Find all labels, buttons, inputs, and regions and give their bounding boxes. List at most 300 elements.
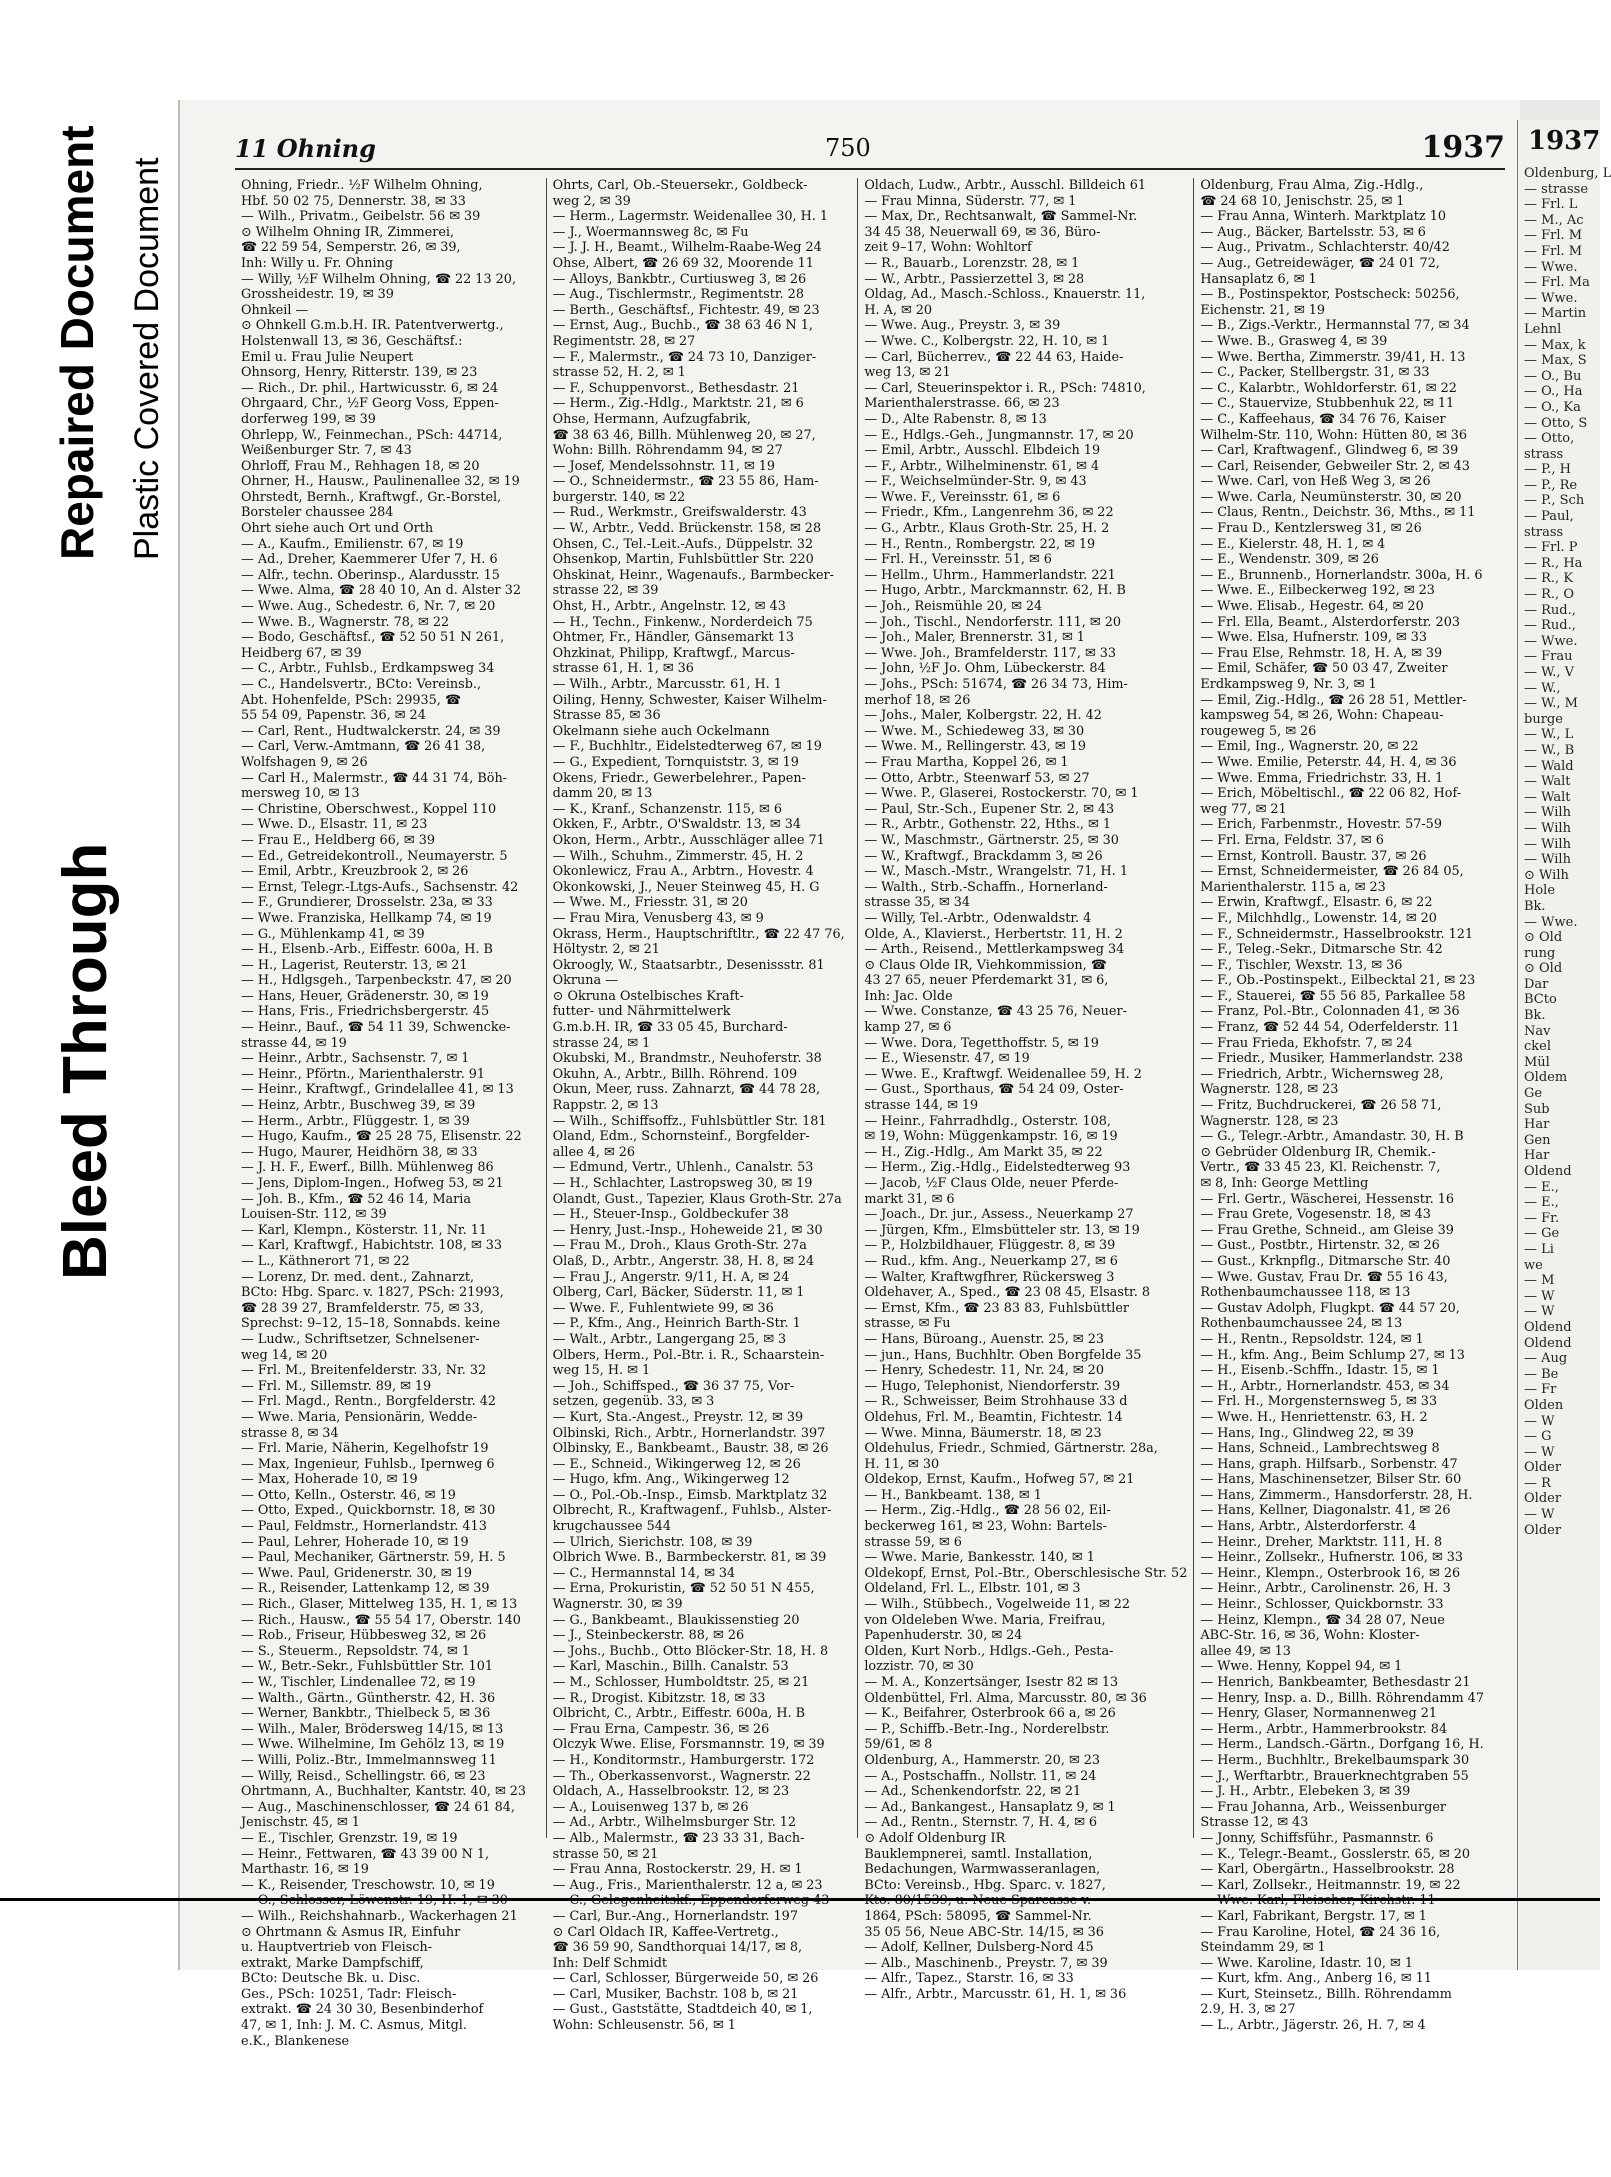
edge-entry: — Fr. bbox=[1524, 1210, 1560, 1226]
edge-entry: — P., Sch bbox=[1524, 493, 1585, 509]
directory-entry: Bauklempnerei, samtl. Installation, bbox=[864, 1846, 1093, 1862]
directory-entry: — J., Steinbeckerstr. 88, ✉ 26 bbox=[552, 1628, 745, 1644]
directory-entry: — Ulrich, Sierichstr. 108, ✉ 39 bbox=[552, 1534, 753, 1550]
directory-entry: kampsweg 54, ✉ 26, Wohn: Chapeau- bbox=[1200, 708, 1444, 724]
directory-entry: Kto. 80/1539, u. Neue Sparcasse v. bbox=[864, 1893, 1092, 1909]
directory-entry: — Wwe. Henny, Koppel 94, ✉ 1 bbox=[1200, 1659, 1403, 1675]
directory-entry: — F., Teleg.-Sekr., Ditmarsche Str. 42 bbox=[1200, 942, 1443, 958]
directory-entry: — Herm., Zig.-Hdlg., Marktstr. 21, ✉ 6 bbox=[552, 396, 804, 412]
directory-entry: — Frau Mira, Venusberg 43, ✉ 9 bbox=[552, 910, 764, 926]
directory-entry: — Karl, Maschin., Billh. Canalstr. 53 bbox=[552, 1659, 789, 1675]
directory-entry: — F., Arbtr., Wilhelminenstr. 61, ✉ 4 bbox=[864, 458, 1100, 474]
directory-entry: — B., Zigs.-Verktr., Hermannstal 77, ✉ 34 bbox=[1200, 318, 1470, 334]
edge-entry: strass bbox=[1524, 524, 1564, 540]
directory-entry: G.m.b.H. IR, ☎ 33 05 45, Burchard- bbox=[552, 1020, 788, 1036]
directory-entry: Wohn: Billh. Röhrendamm 94, ✉ 27 bbox=[552, 443, 783, 459]
directory-entry: 2.9, H. 3, ✉ 27 bbox=[1200, 2002, 1296, 2018]
directory-entry: — C., Hermannstal 14, ✉ 34 bbox=[552, 1565, 736, 1581]
directory-entry: ⊙ Claus Olde IR, Viehkommission, ☎ bbox=[864, 957, 1107, 973]
directory-entry: — F., Malermstr., ☎ 24 73 10, Danziger- bbox=[552, 349, 817, 365]
directory-entry: Ohning, Friedr.. ½F Wilhelm Ohning, bbox=[241, 178, 483, 193]
directory-entry: — Friedr., Musiker, Hammerlandstr. 238 bbox=[1200, 1051, 1464, 1067]
directory-entry: ⊙ Ohnkell G.m.b.H. IR. Patentverwertg., bbox=[241, 318, 504, 334]
directory-entry: — Wwe. Constanze, ☎ 43 25 76, Neuer- bbox=[864, 1004, 1127, 1020]
directory-entry: — Wwe. Minna, Bäumerstr. 18, ✉ 23 bbox=[864, 1425, 1102, 1441]
scanned-page bbox=[178, 100, 1611, 2049]
directory-entry: Steindamm 29, ✉ 1 bbox=[1200, 1940, 1326, 1956]
directory-entry: — H., Eisenb.-Schffn., Idastr. 15, ✉ 1 bbox=[1200, 1363, 1440, 1379]
directory-entry: — Carl, Bur.-Ang., Hornerlandstr. 197 bbox=[552, 1908, 798, 1924]
directory-entry: — Josef, Mendelssohnstr. 11, ✉ 19 bbox=[552, 458, 776, 474]
directory-entry: ABC-Str. 16, ✉ 36, Wohn: Kloster- bbox=[1200, 1628, 1420, 1644]
directory-entry: — Carl, Rent., Hudtwalckerstr. 24, ✉ 39 bbox=[241, 723, 501, 739]
directory-entry: — Walt., Arbtr., Langergang 25, ✉ 3 bbox=[552, 1331, 787, 1347]
directory-entry: — Heinr., Schlosser, Quickbornstr. 33 bbox=[1200, 1597, 1444, 1613]
directory-entry: extrakt, Marke Dampfschiff, bbox=[241, 1955, 424, 1971]
directory-entry: — Wwe. Joh., Bramfelderstr. 117, ✉ 33 bbox=[864, 645, 1117, 661]
directory-entry: — Heinr., Fahrradhdlg., Osterstr. 108, bbox=[864, 1113, 1111, 1129]
directory-entry: — Karl, Zollsekr., Heitmannstr. 19, ✉ 22 bbox=[1200, 1877, 1461, 1893]
edge-entry: — Max, k bbox=[1524, 337, 1586, 353]
side-labels bbox=[40, 60, 190, 1400]
directory-entry: — R., Bauarb., Lorenzstr. 28, ✉ 1 bbox=[864, 255, 1080, 271]
directory-entry: 35 05 56, Neue ABC-Str. 14/15, ✉ 36 bbox=[864, 1924, 1104, 1940]
directory-entry: Oland, Edm., Schornsteinf., Borgfelder- bbox=[552, 1129, 810, 1145]
directory-entry: Rappstr. 2, ✉ 13 bbox=[552, 1098, 659, 1114]
directory-entry: — Willy, ½F Wilhelm Ohning, ☎ 22 13 20, bbox=[241, 271, 517, 287]
directory-entry: — Heinr., Bauf., ☎ 54 11 39, Schwencke- bbox=[241, 1020, 511, 1036]
directory-entry: — Fritz, Buchdruckerei, ☎ 26 58 71, bbox=[1200, 1098, 1442, 1114]
directory-entry: — Alfr., techn. Oberinsp., Alardusstr. 15 bbox=[241, 567, 500, 583]
directory-entry: — G., Expedient, Tornquiststr. 3, ✉ 19 bbox=[552, 754, 799, 770]
directory-entry: — Emil, Zig.-Hdlg., ☎ 26 28 51, Mettler- bbox=[1200, 692, 1467, 708]
directory-entry: — F., Buchhltr., Eidelstedterweg 67, ✉ 19 bbox=[552, 739, 822, 755]
edge-entry: — O., Ka bbox=[1524, 399, 1581, 415]
directory-entry: rougeweg 5, ✉ 26 bbox=[1200, 723, 1317, 739]
directory-entry: — Arth., Reisend., Mettlerkampsweg 34 bbox=[864, 942, 1125, 958]
edge-entry: Dar bbox=[1524, 976, 1549, 992]
directory-entry: — Ernst, Telegr.-Ltgs-Aufs., Sachsenstr. 42 bbox=[241, 879, 519, 895]
directory-entry: — O., Pol.-Ob.-Insp., Eimsb. Marktplatz 32 bbox=[552, 1487, 828, 1503]
edge-entry: ⊙ Wilh bbox=[1524, 867, 1569, 883]
edge-entry: — Walt bbox=[1524, 789, 1571, 805]
directory-entry: — Heinr., Klempn., Osterbrook 16, ✉ 26 bbox=[1200, 1565, 1461, 1581]
directory-entry: — Bodo, Geschäftsf., ☎ 52 50 51 N 261, bbox=[241, 630, 505, 646]
directory-entry: ⊙ Adolf Oldenburg IR bbox=[864, 1830, 1006, 1846]
edge-entry: — O., Bu bbox=[1524, 368, 1582, 384]
directory-entry: — Willi, Poliz.-Btr., Immelmannsweg 11 bbox=[241, 1752, 497, 1768]
directory-entry: — O., Schneidermstr., ☎ 23 55 86, Ham- bbox=[552, 474, 819, 490]
directory-entry: — Wwe. Aug., Preystr. 3, ✉ 39 bbox=[864, 318, 1061, 334]
directory-entry: Olczyk Wwe. Elise, Forsmannstr. 19, ✉ 39 bbox=[552, 1737, 825, 1753]
edge-entry: — Frl. Ma bbox=[1524, 275, 1590, 291]
directory-entry: — Aug., Privatm., Schlachterstr. 40/42 bbox=[1200, 240, 1450, 256]
directory-entry: Oldekopf, Ernst, Pol.-Btr., Oberschlesische Str. 52 bbox=[864, 1565, 1188, 1581]
directory-entry: 47, ✉ 1, Inh: J. M. C. Asmus, Mitgl. bbox=[241, 2018, 467, 2034]
directory-entry: 34 45 38, Neuerwall 69, ✉ 36, Büro- bbox=[864, 224, 1101, 240]
directory-entry: — Karl, Obergärtn., Hasselbrookstr. 28 bbox=[1200, 1862, 1455, 1878]
directory-entry: Strasse 12, ✉ 43 bbox=[1200, 1815, 1309, 1831]
directory-entry: Jenischstr. 45, ✉ 1 bbox=[241, 1815, 360, 1831]
directory-entry: — Wwe. B., Grasweg 4, ✉ 39 bbox=[1200, 333, 1388, 349]
directory-entry: — Hugo, Arbtr., Marckmannstr. 62, H. B bbox=[864, 583, 1126, 599]
directory-entry: ✉ 8, Inh: George Mettling bbox=[1200, 1176, 1369, 1191]
bleed-through-label: Bleed Through bbox=[51, 842, 120, 1280]
edge-entry: — strasse bbox=[1524, 181, 1589, 197]
directory-entry: Wilhelm-Str. 110, Wohn: Hütten 80, ✉ 36 bbox=[1200, 427, 1468, 443]
directory-entry: ☎ 22 59 54, Semperstr. 26, ✉ 39, bbox=[241, 240, 461, 256]
directory-entry: — Herm., Zig.-Hdlg., ☎ 28 56 02, Eil- bbox=[864, 1503, 1111, 1519]
directory-entry: — H., Rentn., Rombergstr. 22, ✉ 19 bbox=[864, 536, 1096, 552]
directory-entry: BCto: Deutsche Bk. u. Disc. bbox=[241, 1971, 421, 1987]
directory-entry: ☎ 24 68 10, Jenischstr. 25, ✉ 1 bbox=[1200, 193, 1405, 209]
directory-entry: Olbrecht, R., Kraftwagenf., Fuhlsb., Alster- bbox=[552, 1503, 832, 1519]
directory-entry: — Wwe. Karoline, Idastr. 10, ✉ 1 bbox=[1200, 1955, 1413, 1971]
edge-entry: — W., M bbox=[1524, 696, 1578, 712]
directory-entry: — Heinr., Dreher, Marktstr. 111, H. 8 bbox=[1200, 1534, 1443, 1550]
directory-entry: strasse 35, ✉ 34 bbox=[864, 895, 971, 911]
directory-entry: — Gust., Sporthaus, ☎ 54 24 09, Oster- bbox=[864, 1082, 1124, 1098]
directory-entry: Regimentstr. 28, ✉ 27 bbox=[552, 333, 696, 349]
directory-entry: beckerweg 161, ✉ 23, Wohn: Bartels- bbox=[864, 1519, 1107, 1535]
edge-entry: — Wilh bbox=[1524, 820, 1571, 836]
directory-entry: — E., Wendenstr. 309, ✉ 26 bbox=[1200, 552, 1379, 568]
edge-entry: — G bbox=[1524, 1429, 1552, 1445]
directory-entry: — Ad., Arbtr., Wilhelmsburger Str. 12 bbox=[552, 1815, 797, 1831]
directory-entry: Marienthalerstrasse. 66, ✉ 23 bbox=[864, 396, 1060, 412]
directory-entry: Rothenbaumchaussee 118, ✉ 13 bbox=[1200, 1285, 1411, 1301]
directory-entry: Höltystr. 2, ✉ 21 bbox=[552, 942, 660, 958]
directory-entry: Strasse 85, ✉ 36 bbox=[552, 708, 661, 724]
directory-entry: — Rud., kfm. Ang., Neuerkamp 27, ✉ 6 bbox=[864, 1253, 1118, 1269]
directory-entry: — Johs., Maler, Kolbergstr. 22, H. 42 bbox=[864, 708, 1102, 724]
columns bbox=[235, 178, 1505, 2049]
running-head: 11 Ohning bbox=[235, 134, 376, 163]
directory-entry: — Wwe. P., Glaserei, Rostockerstr. 70, ✉ 1 bbox=[864, 786, 1139, 802]
directory-entry: — K., Beifahrer, Osterbrook 66 a, ✉ 26 bbox=[864, 1706, 1116, 1722]
directory-entry: — Wilh., Privatm., Geibelstr. 56 ✉ 39 bbox=[241, 209, 481, 225]
directory-entry: — Frau Erna, Campestr. 36, ✉ 26 bbox=[552, 1721, 770, 1737]
directory-entry: — C., Handelsvertr., BCto: Vereinsb., bbox=[241, 677, 482, 692]
directory-entry: Oldenburg, Frau Alma, Zig.-Hdlg., bbox=[1200, 178, 1424, 193]
directory-entry: — Wwe. H., Henriettenstr. 63, H. 2 bbox=[1200, 1409, 1428, 1425]
directory-entry: — H., Steuer-Insp., Goldbeckufer 38 bbox=[552, 1207, 789, 1223]
directory-entry: — Alloys, Bankbtr., Curtiusweg 3, ✉ 26 bbox=[552, 271, 807, 287]
directory-entry: — H., Arbtr., Hornerlandstr. 453, ✉ 34 bbox=[1200, 1378, 1450, 1394]
directory-entry: — D., Alte Rabenstr. 8, ✉ 13 bbox=[864, 411, 1047, 427]
directory-entry: Wagnerstr. 128, ✉ 23 bbox=[1200, 1113, 1339, 1129]
directory-entry: — Max, Dr., Rechtsanwalt, ☎ Sammel-Nr. bbox=[864, 209, 1138, 225]
directory-entry: — F., Milchhdlg., Lowenstr. 14, ✉ 20 bbox=[1200, 910, 1437, 926]
directory-entry: — Hans, Fris., Friedrichsbergerstr. 45 bbox=[241, 1004, 490, 1020]
directory-entry: — G., Arbtr., Klaus Groth-Str. 25, H. 2 bbox=[864, 521, 1110, 537]
directory-entry: — Willy, Tel.-Arbtr., Odenwaldstr. 4 bbox=[864, 910, 1092, 926]
directory-entry: — Wwe. Elisab., Hegestr. 64, ✉ 20 bbox=[1200, 599, 1424, 615]
directory-entry: H. 11, ✉ 30 bbox=[864, 1456, 940, 1472]
edge-entry: rung bbox=[1524, 945, 1556, 961]
directory-entry: Ohrts, Carl, Ob.-Steuersekr., Goldbeck- bbox=[552, 178, 808, 193]
directory-entry: — Wwe. Gustav, Frau Dr. ☎ 55 16 43, bbox=[1200, 1269, 1448, 1285]
directory-entry: — Rich., Glaser, Mittelweg 135, H. 1, ✉ 13 bbox=[241, 1597, 518, 1613]
directory-entry: — Frl. Ella, Beamt., Alsterdorferstr. 203 bbox=[1200, 614, 1460, 630]
edge-entry: — Wwe. bbox=[1524, 633, 1578, 649]
directory-entry: — Frau Anna, Rostockerstr. 29, H. ✉ 1 bbox=[552, 1862, 803, 1878]
directory-entry: strasse 44, ✉ 19 bbox=[241, 1035, 347, 1051]
directory-entry: weg 2, ✉ 39 bbox=[552, 193, 631, 209]
directory-entry: — Otto, Arbtr., Steenwarf 53, ✉ 27 bbox=[864, 770, 1090, 786]
directory-entry: Okonlewicz, Frau A., Arbtrn., Hovestr. 4 bbox=[552, 864, 814, 880]
directory-entry: — Heinr., Zollsekr., Hufnerstr. 106, ✉ 33 bbox=[1200, 1550, 1464, 1566]
directory-entry: strasse 8, ✉ 34 bbox=[241, 1425, 339, 1441]
edge-entry: — R., O bbox=[1524, 587, 1574, 603]
directory-entry: — K., Reisender, Treschowstr. 10, ✉ 19 bbox=[241, 1877, 495, 1893]
edge-entry: ckel bbox=[1524, 1039, 1552, 1055]
directory-entry: — Karl, Klempn., Kösterstr. 11, Nr. 11 bbox=[241, 1222, 488, 1238]
directory-entry: — Wwe. Aug., Schedestr. 6, Nr. 7, ✉ 20 bbox=[241, 599, 496, 615]
directory-entry: — Berth., Geschäftsf., Fichtestr. 49, ✉ 23 bbox=[552, 302, 820, 318]
directory-entry: — Edmund, Vertr., Uhlenh., Canalstr. 53 bbox=[552, 1160, 814, 1176]
directory-entry: — E., Hdlgs.-Geh., Jungmannstr. 17, ✉ 20 bbox=[864, 427, 1134, 443]
directory-entry: — Rich., Hausw., ☎ 55 54 17, Oberstr. 140 bbox=[241, 1612, 521, 1628]
directory-entry: Ohrt siehe auch Ort und Orth bbox=[241, 521, 434, 537]
directory-entry: — J., Werftarbtr., Brauerknechtgraben 55 bbox=[1200, 1768, 1469, 1784]
directory-entry: — Alb., Malermstr., ☎ 23 33 31, Bach- bbox=[552, 1830, 805, 1846]
directory-entry: Ohrner, H., Hausw., Paulinenallee 32, ✉ 19 bbox=[241, 474, 520, 490]
directory-entry: — Adolf, Kellner, Dulsberg-Nord 45 bbox=[864, 1940, 1094, 1956]
edge-entry: — M., Ac bbox=[1524, 212, 1584, 228]
directory-entry: Ohse, Albert, ☎ 26 69 32, Moorende 11 bbox=[552, 255, 814, 271]
directory-entry: — Alfr., Arbtr., Marcusstr. 61, H. 1, ✉ 36 bbox=[864, 1986, 1127, 2002]
directory-entry: Okun, Meer, russ. Zahnarzt, ☎ 44 78 28, bbox=[552, 1082, 821, 1098]
directory-entry: strasse 61, H. 1, ✉ 36 bbox=[552, 661, 694, 677]
directory-entry: Inh: Willy u. Fr. Ohning bbox=[241, 255, 394, 271]
directory-entry: — K., Telegr.-Beamt., Gosslerstr. 65, ✉ 20 bbox=[1200, 1846, 1471, 1862]
directory-entry: Olaß, D., Arbtr., Angerstr. 38, H. 8, ✉ 24 bbox=[552, 1253, 815, 1269]
edge-entry: — W bbox=[1524, 1444, 1555, 1460]
edge-entry: — R bbox=[1524, 1475, 1551, 1491]
directory-entry: Eichenstr. 21, ✉ 19 bbox=[1200, 302, 1326, 318]
edge-entry: Gen bbox=[1524, 1132, 1551, 1148]
edge-entry: — Wwe. bbox=[1524, 290, 1578, 306]
directory-entry: Oldenbüttel, Frl. Alma, Marcusstr. 80, ✉ 36 bbox=[864, 1690, 1147, 1706]
directory-entry: — Wilh., Reichshahnarb., Wackerhagen 21 bbox=[241, 1908, 518, 1924]
directory-entry: — Wwe. Bertha, Zimmerstr. 39/41, H. 13 bbox=[1200, 349, 1466, 365]
directory-entry: Olandt, Gust., Tapezier, Klaus Groth-Str. 27a bbox=[552, 1191, 842, 1207]
directory-entry: — H., Lagerist, Reuterstr. 13, ✉ 21 bbox=[241, 957, 468, 973]
directory-entry: — R., Reisender, Lattenkamp 12, ✉ 39 bbox=[241, 1581, 490, 1597]
directory-entry: — Erna, Prokuristin, ☎ 52 50 51 N 455, bbox=[552, 1581, 815, 1597]
directory-entry: Okruna — bbox=[552, 973, 618, 989]
edge-entry: — P., H bbox=[1524, 462, 1571, 478]
directory-entry: Vertr., ☎ 33 45 23, Kl. Reichenstr. 7, bbox=[1200, 1160, 1441, 1176]
directory-entry: Emil u. Frau Julie Neupert bbox=[241, 349, 414, 365]
directory-entry: — M. A., Konzertsänger, Isestr 82 ✉ 13 bbox=[864, 1675, 1119, 1690]
directory-entry: Wolfshagen 9, ✉ 26 bbox=[241, 754, 368, 770]
directory-entry: — H., Zig.-Hdlg., Am Markt 35, ✉ 22 bbox=[864, 1144, 1103, 1160]
edge-entry: strass bbox=[1524, 446, 1564, 462]
directory-entry: Ohnsorg, Henry, Ritterstr. 139, ✉ 23 bbox=[241, 365, 478, 381]
edge-entry: — Wwe. bbox=[1524, 259, 1578, 275]
directory-entry: — F., Ob.-Postinspekt., Eilbecktal 21, ✉ 23 bbox=[1200, 973, 1476, 989]
directory-entry: Papenhuderstr. 30, ✉ 24 bbox=[864, 1628, 1023, 1644]
edge-entry: — Otto, S bbox=[1524, 415, 1588, 431]
directory-entry: — Joach., Dr. jur., Assess., Neuerkamp 27 bbox=[864, 1207, 1134, 1223]
edge-entry: — W., B bbox=[1524, 742, 1575, 758]
directory-entry: — Wwe. D., Elsastr. 11, ✉ 23 bbox=[241, 817, 428, 833]
edge-entry: Oldenburg, L bbox=[1524, 166, 1611, 181]
directory-entry: — Wwe. M., Schiedeweg 33, ✉ 30 bbox=[864, 723, 1085, 739]
directory-entry: kamp 27, ✉ 6 bbox=[864, 1020, 952, 1036]
directory-entry: Ges., PSch: 10251, Tadr: Fleisch- bbox=[241, 1986, 457, 2002]
directory-entry: — G., Telegr.-Arbtr., Amandastr. 30, H. B bbox=[1200, 1129, 1464, 1145]
edge-entry: burge bbox=[1524, 711, 1563, 727]
directory-entry: — Frl. Gertr., Wäscherei, Hessenstr. 16 bbox=[1200, 1191, 1455, 1207]
directory-entry: — Franz, ☎ 52 44 54, Oderfelderstr. 11 bbox=[1200, 1020, 1460, 1036]
directory-entry: — Paul, Str.-Sch., Eupener Str. 2, ✉ 43 bbox=[864, 801, 1115, 817]
directory-entry: Bedachungen, Warmwasseranlagen, bbox=[864, 1862, 1101, 1878]
edge-entry: — Wilh bbox=[1524, 852, 1571, 868]
directory-entry: — H., Techn., Finkenw., Norderdeich 75 bbox=[552, 614, 813, 630]
directory-entry: Ohsenkop, Martin, Fuhlsbüttler Str. 220 bbox=[552, 552, 814, 568]
edge-entry: Olden bbox=[1524, 1397, 1564, 1413]
next-page-edge bbox=[1517, 120, 1611, 1970]
directory-entry: — C., Stauervize, Stubbenhuk 22, ✉ 11 bbox=[1200, 396, 1455, 412]
directory-entry: — Wwe. Wilhelmine, Im Gehölz 13, ✉ 19 bbox=[241, 1737, 505, 1753]
directory-entry: — Hans, Maschinensetzer, Bilser Str. 60 bbox=[1200, 1472, 1462, 1488]
directory-entry: — Henry, Insp. a. D., Billh. Röhrendamm 47 bbox=[1200, 1690, 1484, 1706]
directory-entry: — Heinr., Kraftwgf., Grindelallee 41, ✉ 13 bbox=[241, 1082, 514, 1098]
directory-entry: BCto: Vereinsb., Hbg. Sparc. v. 1827, bbox=[864, 1877, 1106, 1893]
directory-entry: — H., Rentn., Repsoldstr. 124, ✉ 1 bbox=[1200, 1331, 1424, 1347]
directory-entry: — Wwe. Paul, Gridenerstr. 30, ✉ 19 bbox=[241, 1565, 472, 1581]
directory-entry: — Wwe. B., Wagnerstr. 78, ✉ 22 bbox=[241, 614, 450, 630]
directory-entry: — Karl, Fabrikant, Bergstr. 17, ✉ 1 bbox=[1200, 1908, 1427, 1924]
directory-entry: — Hans, Heuer, Grädenerstr. 30, ✉ 19 bbox=[241, 988, 489, 1004]
directory-entry: — Frau Else, Rehmstr. 18, H. A, ✉ 39 bbox=[1200, 645, 1443, 661]
edge-entry: ⊙ Old bbox=[1524, 930, 1563, 946]
edge-entry: — W., V bbox=[1524, 665, 1575, 680]
directory-entry: — E., Tischler, Grenzstr. 19, ✉ 19 bbox=[241, 1830, 458, 1846]
edge-entry: — R., Ha bbox=[1524, 555, 1583, 571]
directory-entry: — Aug., Getreidewäger, ☎ 24 01 72, bbox=[1200, 255, 1440, 271]
directory-entry: Rothenbaumchaussee 24, ✉ 13 bbox=[1200, 1316, 1403, 1332]
directory-entry: — Aug., Tischlermstr., Regimentstr. 28 bbox=[552, 287, 804, 303]
directory-entry: — F., Schuppenvorst., Bethesdastr. 21 bbox=[552, 380, 800, 396]
directory-entry: — Wwe. Elsa, Hufnerstr. 109, ✉ 33 bbox=[1200, 630, 1428, 646]
directory-entry: — Hans, Kellner, Diagonalstr. 41, ✉ 26 bbox=[1200, 1503, 1451, 1519]
directory-entry: — Frau Anna, Winterh. Marktplatz 10 bbox=[1200, 209, 1447, 225]
directory-entry: Oldeland, Frl. L., Elbstr. 101, ✉ 3 bbox=[864, 1581, 1081, 1597]
directory-entry: — Hellm., Uhrm., Hammerlandstr. 221 bbox=[864, 567, 1116, 583]
edge-entry: ⊙ Old bbox=[1524, 961, 1563, 977]
edge-entry: — Ge bbox=[1524, 1226, 1560, 1242]
directory-entry: — Otto, Kelln., Osterstr. 46, ✉ 19 bbox=[241, 1487, 456, 1503]
directory-entry: Holstenwall 13, ✉ 36, Geschäftsf.: bbox=[241, 333, 463, 349]
directory-entry: — Wwe. Emilie, Peterstr. 44, H. 4, ✉ 36 bbox=[1200, 754, 1457, 770]
directory-entry: — Rud., Werkmstr., Greifswalderstr. 43 bbox=[552, 505, 807, 521]
directory-entry: — H., Bankbeamt. 138, ✉ 1 bbox=[864, 1487, 1042, 1503]
directory-entry: — Aug., Bäcker, Bartelsstr. 53, ✉ 6 bbox=[1200, 224, 1426, 240]
edge-entry: we bbox=[1524, 1257, 1543, 1273]
directory-entry: — Friedr., Kfm., Langenrehm 36, ✉ 22 bbox=[864, 505, 1114, 521]
edge-entry: — Rud., bbox=[1524, 602, 1576, 618]
directory-entry: — Frau J., Angerstr. 9/11, H. A, ✉ 24 bbox=[552, 1269, 790, 1285]
directory-entry: — Ad., Dreher, Kaemmerer Ufer 7, H. 6 bbox=[241, 552, 498, 568]
directory-entry: — Kurt, Steinsetz., Billh. Röhrendamm bbox=[1200, 1986, 1452, 2002]
directory-entry: strasse 50, ✉ 21 bbox=[552, 1846, 659, 1862]
directory-entry: — Rob., Friseur, Hübbesweg 32, ✉ 26 bbox=[241, 1628, 487, 1644]
directory-entry: — Carl, Schlosser, Bürgerweide 50, ✉ 26 bbox=[552, 1971, 819, 1987]
directory-entry: strasse 59, ✉ 6 bbox=[864, 1534, 962, 1550]
directory-entry: — Ad., Rentn., Sternstr. 7, H. 4, ✉ 6 bbox=[864, 1815, 1098, 1831]
directory-entry: — F., Stauerei, ☎ 55 56 85, Parkallee 58 bbox=[1200, 988, 1466, 1004]
directory-entry: — Wilh., Arbtr., Marcusstr. 61, H. 1 bbox=[552, 677, 782, 692]
directory-entry: weg 13, ✉ 21 bbox=[864, 365, 951, 381]
directory-entry: — Ernst, Aug., Buchb., ☎ 38 63 46 N 1, bbox=[552, 318, 813, 334]
directory-entry: Ohskinat, Heinr., Wagenaufs., Barmbecker- bbox=[552, 567, 834, 583]
directory-entry: ⊙ Okruna Ostelbisches Kraft- bbox=[552, 988, 744, 1004]
directory-entry: — A., Postschaffn., Nollstr. 11, ✉ 24 bbox=[864, 1768, 1097, 1784]
directory-entry: — Emil, Arbtr., Ausschl. Elbdeich 19 bbox=[864, 443, 1101, 459]
directory-entry: Okubski, M., Brandmstr., Neuhoferstr. 38 bbox=[552, 1051, 822, 1067]
edge-entry: — W., L bbox=[1524, 727, 1574, 743]
edge-entry: — Be bbox=[1524, 1366, 1559, 1382]
directory-entry: — W., Masch.-Mstr., Wrangelstr. 71, H. 1 bbox=[864, 864, 1128, 880]
directory-entry: — F., Weichselmünder-Str. 9, ✉ 43 bbox=[864, 474, 1087, 490]
directory-entry: — Frl. H., Vereinsstr. 51, ✉ 6 bbox=[864, 552, 1052, 568]
directory-entry: — Heinr., Arbtr., Sachsenstr. 7, ✉ 1 bbox=[241, 1051, 470, 1067]
directory-entry: — Wwe. F., Fuhlentwiete 99, ✉ 36 bbox=[552, 1300, 774, 1316]
directory-entry: — Paul, Lehrer, Hoherade 10, ✉ 19 bbox=[241, 1534, 469, 1550]
directory-entry: — Franz, Pol.-Btr., Colonnaden 41, ✉ 36 bbox=[1200, 1004, 1460, 1020]
directory-entry: 1864, PSch: 58095, ☎ Sammel-Nr. bbox=[864, 1908, 1092, 1924]
plastic-covered-label: Plastic Covered Document bbox=[128, 157, 166, 560]
directory-entry: strasse 52, H. 2, ✉ 1 bbox=[552, 365, 686, 381]
directory-entry: — E., Schneid., Wikingerweg 12, ✉ 26 bbox=[552, 1456, 801, 1472]
directory-entry: — Ad., Schenkendorfstr. 22, ✉ 21 bbox=[864, 1784, 1082, 1800]
directory-entry: — Johs., PSch: 51674, ☎ 26 34 73, Him- bbox=[864, 677, 1128, 692]
directory-entry: — W., Maschmstr., Gärtnerstr. 25, ✉ 30 bbox=[864, 832, 1119, 848]
directory-entry: — Wwe. M., Rellingerstr. 43, ✉ 19 bbox=[864, 739, 1086, 755]
directory-entry: — P., Kfm., Ang., Heinrich Barth-Str. 1 bbox=[552, 1316, 801, 1332]
directory-entry: — Frau E., Heldberg 66, ✉ 39 bbox=[241, 832, 435, 848]
page-header bbox=[235, 130, 1505, 170]
edge-entry: — W bbox=[1524, 1288, 1555, 1304]
edge-entry: — Max, S bbox=[1524, 353, 1587, 369]
page-number: 750 bbox=[825, 134, 871, 162]
directory-entry: — Hans, Arbtr., Alsterdorferstr. 4 bbox=[1200, 1519, 1417, 1535]
directory-entry: — Henrich, Bankbeamter, Bethesdastr 21 bbox=[1200, 1675, 1471, 1690]
edge-entry: — Paul, bbox=[1524, 509, 1574, 525]
directory-entry: Okon, Herm., Arbtr., Ausschläger allee 71 bbox=[552, 832, 825, 848]
directory-entry: — Carl, Bücherrev., ☎ 22 44 63, Haide- bbox=[864, 349, 1124, 365]
directory-entry: e.K., Blankenese bbox=[241, 2033, 350, 2049]
directory-entry: — Claus, Rentn., Deichstr. 36, Mths., ✉ 11 bbox=[1200, 505, 1476, 521]
directory-entry: weg 77, ✉ 21 bbox=[1200, 801, 1287, 817]
directory-entry: — Wwe. Karl, Fleischer, Kirchstr. 11 bbox=[1200, 1893, 1436, 1909]
directory-entry: — Rich., Dr. phil., Hartwicusstr. 6, ✉ 24 bbox=[241, 380, 499, 396]
directory-entry: — Frl. M., Breitenfelderstr. 33, Nr. 32 bbox=[241, 1363, 487, 1379]
edge-entry: Oldend bbox=[1524, 1319, 1572, 1335]
directory-entry: — E., Kielerstr. 48, H. 1, ✉ 4 bbox=[1200, 536, 1386, 552]
directory-entry: 43 27 65, neuer Pferdemarkt 31, ✉ 6, bbox=[864, 973, 1109, 989]
directory-entry: — Otto, Exped., Quickbornstr. 18, ✉ 30 bbox=[241, 1503, 496, 1519]
directory-entry: weg 15, H. ✉ 1 bbox=[552, 1363, 651, 1379]
directory-entry: — G., Bankbeamt., Blaukissenstieg 20 bbox=[552, 1612, 800, 1628]
directory-entry: — Joh., Maler, Brennerstr. 31, ✉ 1 bbox=[864, 630, 1085, 646]
directory-entry: — Joh., Schiffsped., ☎ 36 37 75, Vor- bbox=[552, 1378, 795, 1394]
directory-entry: dorferweg 199, ✉ 39 bbox=[241, 411, 376, 427]
